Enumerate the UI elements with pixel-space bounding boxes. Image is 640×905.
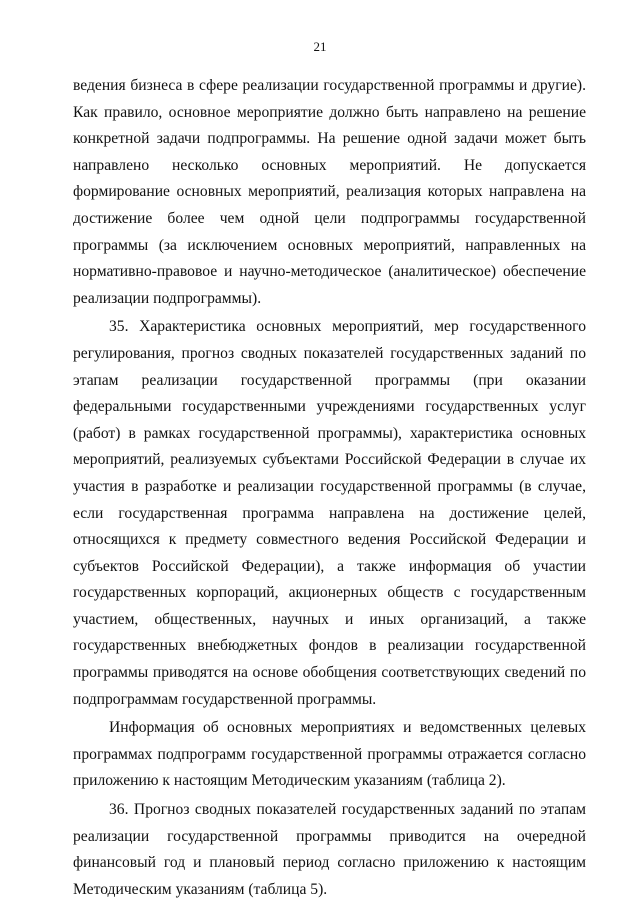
document-body [73,73,586,903]
paragraph-continuation: ведения бизнеса в сфере реализации государственной программы и другие). Как правило, основное мероприятие должно быть направлено на решение конкретной задачи подпрограммы. На решение одной задачи может быть направлено несколько основных мероприятий. Не допускается формирование основных мероприятий, реализация которых направлена на достижение более чем одной цели подпрограммы государственной программы (за исключением основных мероприятий, направленных на нормативно-правовое и научно-методическое (аналитическое) обеспечение реализации подпрограммы). [73,77,586,307]
paragraph-35: 35. Характеристика основных мероприятий, мер государственного регулирования, прогноз сводных показателей государственных заданий по этапам реализации государственной программы (при оказании федеральными государственными учреждениями государственных услуг (работ) в рамках государственной программы), характеристика основных мероприятий, реализуемых субъектами Российской Федерации в случае их участия в разработке и реализации государственной программы (в случае, если государственная программа направлена на достижение целей, относящихся к предмету совместного ведения Российской Федерации и субъектов Российской Федерации), а также информация об участии государственных корпораций, акционерных обществ с государственным участием, общественных, научных и иных организаций, а также государственных внебюджетных фондов в реализации государственной программы приводятся на основе обобщения соответствующих сведений по подпрограммам государственной программы. [73,318,586,708]
paragraph-36: 36. Прогноз сводных показателей государственных заданий по этапам реализации государственной программы приводится на очередной финансовый год и плановый период согласно приложению к настоящим Методическим указаниям (таблица 5). [73,801,586,898]
paragraph-information: Информация об основных мероприятиях и ведомственных целевых программах подпрограмм государственной программы отражается согласно приложению к настоящим Методическим указаниям (таблица 2). [73,719,586,790]
page-number: 21 [313,39,327,54]
